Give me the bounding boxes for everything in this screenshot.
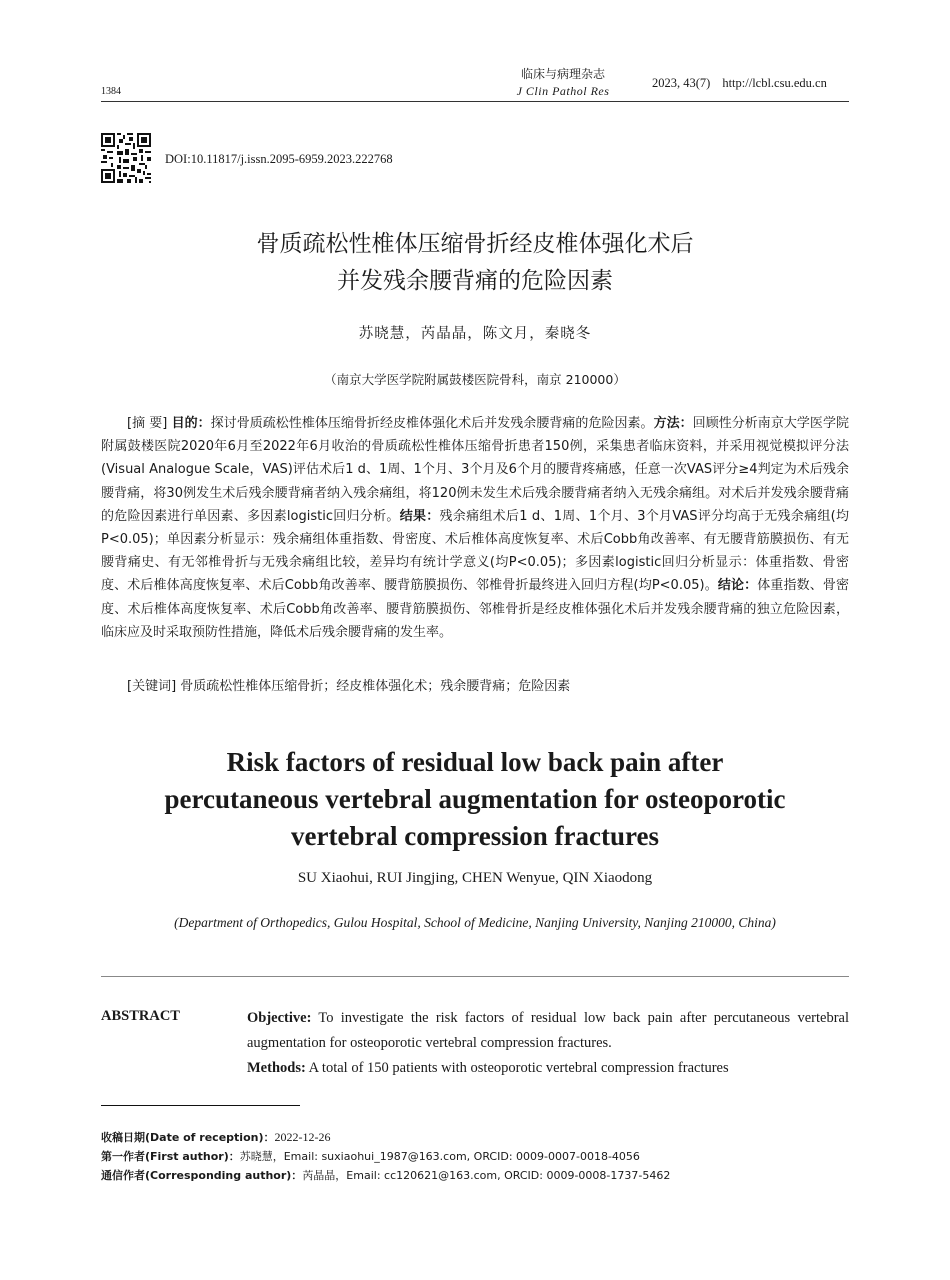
footnote-divider: [101, 1105, 300, 1106]
affiliation-cn: （南京大学医学院附属鼓楼医院骨科，南京 210000）: [324, 372, 626, 387]
authors-en: SU Xiaohui, RUI Jingjing, CHEN Wenyue, QIN Xiaodong: [297, 870, 653, 886]
conclusion-label-cn: 结论：: [717, 578, 758, 594]
journal-name-cn: 临床与病理杂志: [520, 67, 605, 81]
first-author-label: 第一作者(First author)：: [101, 1150, 240, 1163]
abstract-cn-label: [摘 要]: [127, 416, 168, 431]
footnote-first-author: [101, 1147, 849, 1166]
objective-label-cn: 目的：: [171, 416, 211, 431]
header-divider: [101, 101, 849, 102]
page-number: 1384: [101, 86, 121, 97]
reception-label: 收稿日期(Date of reception)：: [101, 1131, 275, 1144]
keywords-cn: [101, 675, 849, 698]
abstract-cn: [101, 412, 849, 644]
keywords-text-cn: 骨质疏松性椎体压缩骨折；经皮椎体强化术；残余腰背痛；危险因素: [180, 679, 571, 694]
qr-code-icon: [101, 133, 151, 183]
reception-value: 2022-12-26: [274, 1130, 331, 1144]
abstract-en-label: ABSTRACT: [101, 1008, 180, 1024]
issue-number: 2023, 43(7): [652, 76, 711, 90]
results-label-cn: 结果：: [399, 508, 440, 524]
conclusion-text-cn: 体重指数、骨密度、术后椎体高度恢复率、术后Cobb角改善率、腰背筋膜损伤、邻椎骨折是经皮椎体强化术后并发残余腰背痛的独立危险因素，临床应及时采取预防性措施，降低术后残余腰背痛的发生率。: [101, 578, 849, 640]
methods-text-cn: 回顾性分析南京大学医学院附属鼓楼医院2020年6月至2022年6月收治的骨质疏松性椎体压缩骨折患者150例，采集患者临床资料，并采用视觉模拟评分法(Visual Analogue Scale，VAS)评估术后1 d、1周、1个月、3个月及6个月的腰背疼痛感，任意一次VAS评分≥4判定为术后残余腰背痛，将30例发生术后残余腰背痛者纳入残余痛组，将120例未发生术后残余腰背痛者纳入无残余痛组。对术后并发残余腰背痛的危险因素进行单因素、多因素logistic回归分析。: [101, 416, 849, 524]
paper-title-cn: [101, 226, 849, 300]
footnotes: [101, 1128, 849, 1185]
methods-label-cn: 方法：: [653, 416, 693, 431]
paper-title-en: [101, 744, 849, 855]
objective-text-en: To investigate the risk factors of residual low back pain after percutaneous vertebral augmentation for osteoporotic vertebral compression fractures.: [247, 1010, 849, 1051]
title-en-line1: Risk factors of residual low back pain after: [226, 747, 724, 777]
first-author-value: 苏晓慧，Email: suxiaohui_1987@163.com, ORCID: 0009-0007-0018-4056: [239, 1150, 640, 1163]
section-divider: [101, 976, 849, 977]
title-cn-line2: 并发残余腰背痛的危险因素: [337, 268, 613, 294]
doi-link[interactable]: DOI:10.11817/j.issn.2095-6959.2023.222768: [165, 152, 393, 166]
methods-text-en: A total of 150 patients with osteoporotic vertebral compression fractures: [308, 1060, 729, 1076]
authors-cn: 苏晓慧，芮晶晶，陈文月，秦晓冬: [358, 326, 592, 342]
keywords-label-cn: [关键词]: [127, 679, 177, 694]
footnote-reception: [101, 1128, 849, 1147]
journal-url[interactable]: http://lcbl.csu.edu.cn: [722, 76, 827, 90]
affiliation-en: (Department of Orthopedics, Gulou Hospital, School of Medicine, Nanjing University, Nanjing 210000, China): [174, 915, 776, 930]
title-cn-line1: 骨质疏松性椎体压缩骨折经皮椎体强化术后: [256, 231, 694, 257]
objective-paragraph-en: [247, 1006, 849, 1056]
corresponding-value: 芮晶晶，Email: cc120621@163.com, ORCID: 0009-0008-1737-5462: [302, 1169, 671, 1182]
results-text-cn: 残余痛组术后1 d、1周、1个月、3个月VAS评分均高于无残余痛组(均P<0.05)；单因素分析显示：残余痛组体重指数、骨密度、术后椎体高度恢复率、术后Cobb角改善率、有无腰背筋膜损伤、有无腰背痛史、有无邻椎骨折与无残余痛组比较，差异均有统计学意义(均P<0.05)；多因素logistic回归分析显示：体重指数、骨密度、术后椎体高度恢复率、术后Cobb角改善率、腰背筋膜损伤、邻椎骨折最终进入回归方程(均P<0.05)。: [101, 508, 849, 594]
abstract-en: [247, 1006, 849, 1081]
journal-name: [498, 66, 628, 100]
corresponding-label: 通信作者(Corresponding author)：: [101, 1169, 303, 1182]
footnote-corresponding-author: [101, 1166, 849, 1185]
issue-info: [652, 76, 827, 91]
title-en-line2: percutaneous vertebral augmentation for osteoporotic: [164, 784, 786, 814]
methods-label-en: Methods:: [247, 1060, 306, 1076]
objective-label-en: Objective:: [247, 1010, 312, 1026]
journal-name-en: J Clin Pathol Res: [516, 84, 610, 98]
objective-text-cn: 探讨骨质疏松性椎体压缩骨折经皮椎体强化术后并发残余腰背痛的危险因素。: [210, 416, 654, 431]
title-en-line3: vertebral compression fractures: [291, 821, 659, 851]
methods-paragraph-en: [247, 1056, 849, 1081]
